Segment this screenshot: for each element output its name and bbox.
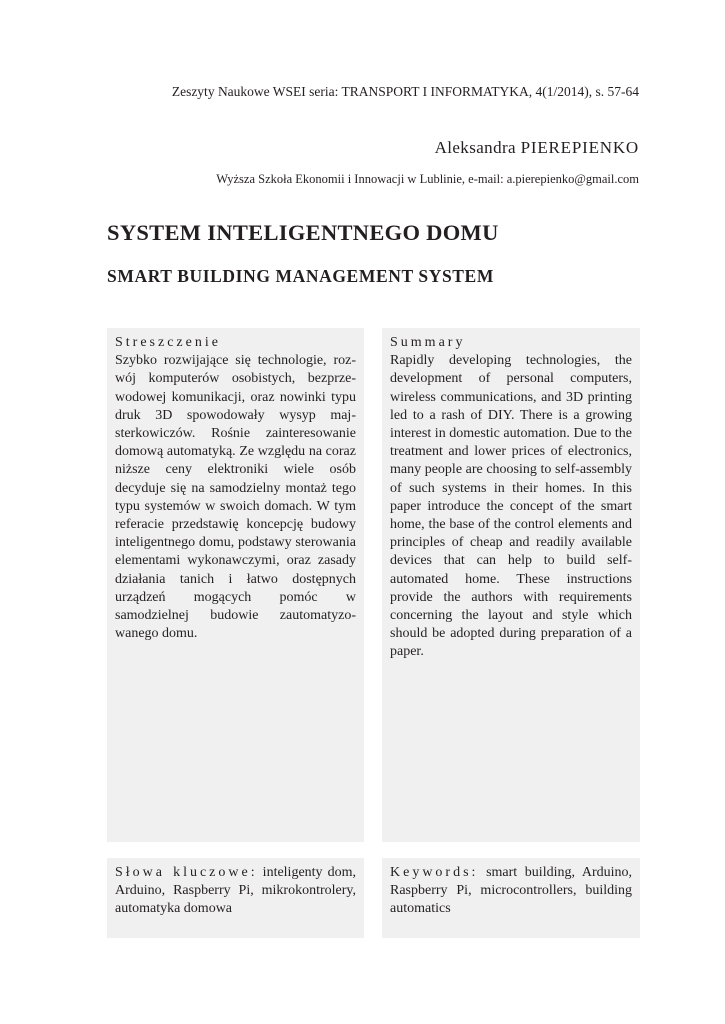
abstract-english-heading: Summary xyxy=(390,335,466,350)
author-first-name: Aleksandra xyxy=(434,138,516,157)
title-english: SMART BUILDING MANAGEMENT SYSTEM xyxy=(107,266,494,286)
keywords-english-heading: Keywords: xyxy=(390,865,479,880)
abstract-polish-box xyxy=(107,328,364,842)
abstract-polish-heading: Streszczenie xyxy=(115,335,221,350)
author-name xyxy=(435,138,639,158)
keywords-polish-box xyxy=(107,858,364,938)
abstract-english-text: Rapidly developing technologies, the development of personal computers, wireless communications, and 3D printing led to a rash of DIY. There is a growing interest in domestic automation. Due to the treatment and lower prices of electronics, many people are choosing to self-assembly of such systems in their homes. In this paper introduce the concept of the smart home, the base of the control elements and principles of cheap and readily available devices that can help to build self-automated home. These instructions provide the authors with requirements concerning the layout and style which should be adopted during preparation of a paper. xyxy=(390,353,632,660)
keywords-english-box xyxy=(382,858,640,938)
journal-citation: Zeszyty Naukowe WSEI seria: TRANSPORT I INFORMATYKA, 4(1/2014), s. 57-64 xyxy=(171,84,639,99)
abstract-polish-text: Szybko rozwijające się technologie, rozwój komputerów osobistych, bezprzewodowej komunikacji, oraz nowinki typu druk 3D spowodowały wysyp majsterkowiczów. Rośnie zainteresowanie domową automatyką. Ze względu na coraz niższe ceny elektroniki wiele osób decyduje się na samodzielny montaż tego typu systemów w swoich domach. W tym referacie przedstawię koncepcję budowy inteligentnego domu, podstawy sterowania elementami wykonawczymi, oraz zasady działania tanich i łatwo dostępnych urządzeń mogących pomóc w samodzielnej budowie zautomatyzowanego domu. xyxy=(115,353,356,642)
keywords-english-text: smart building, Arduino, Raspberry Pi, microcontrollers, building automatics xyxy=(390,865,632,917)
author-last-name: PIEREPIENKO xyxy=(520,138,639,157)
abstract-english-box xyxy=(382,328,640,842)
author-affiliation: Wyższa Szkoła Ekonomii i Innowacji w Lublinie, e-mail: a.pierepienko@gmail.com xyxy=(216,172,639,186)
keywords-polish-text: inteligenty dom, Arduino, Raspberry Pi, mikrokontrolery, automatyka domowa xyxy=(115,865,357,917)
keywords-polish-heading: Słowa kluczowe: xyxy=(115,865,258,880)
keywords-english xyxy=(390,864,632,919)
keywords-polish xyxy=(115,864,356,919)
title-polish: SYSTEM INTELIGENTNEGO DOMU xyxy=(107,220,499,245)
